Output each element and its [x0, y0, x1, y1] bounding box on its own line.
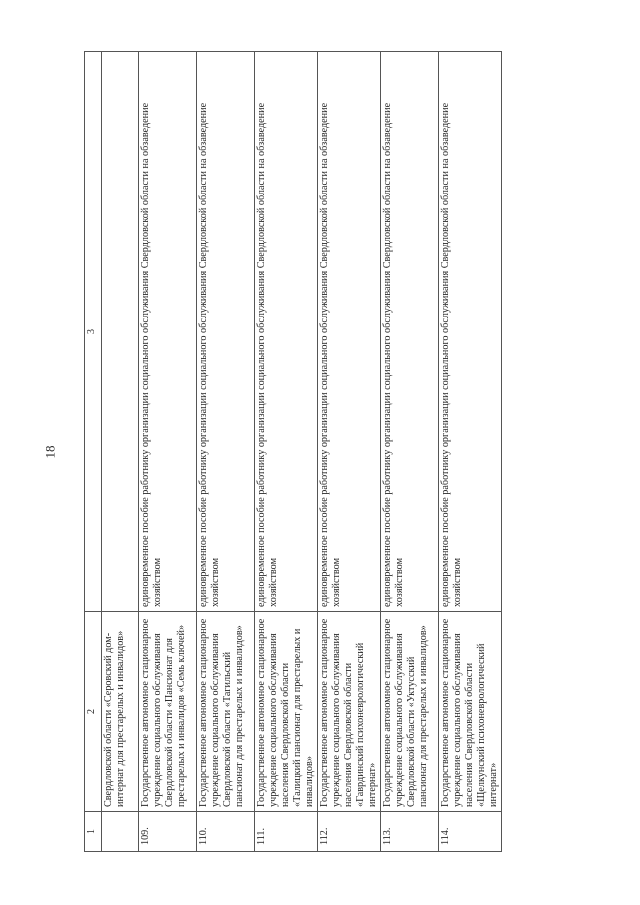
institution-name: Государственное автономное стационарное учреждение социального обслуживания Свердловской области «Уктусский пансионат для престарелых и инвалидов»: [381, 612, 439, 812]
benefit-description: единовременное пособие работнику организации социального обслуживания Свердловской области на обзаведение хозяйством: [318, 52, 381, 612]
rotated-table-container: [84, 52, 500, 852]
column-header-2: 2: [85, 612, 102, 812]
page-number: 18: [42, 445, 58, 459]
institution-name: Государственное автономное стационарное учреждение социального обслуживания Свердловской области «Пансионат для престарелых и инвалидов «Семь ключей»: [139, 612, 197, 812]
institution-name: Свердловской области «Серовский дом-интернат для престарелых и инвалидов»: [102, 612, 139, 812]
table-row: [318, 52, 381, 852]
row-number: 109.: [139, 812, 197, 852]
institution-name: Государственное автономное стационарное учреждение социального обслуживания населения Свердловской области «Гаврдинский психоневрологический интернат»: [318, 612, 381, 812]
row-number: [102, 812, 139, 852]
benefit-description: единовременное пособие работнику организации социального обслуживания Свердловской области на обзаведение хозяйством: [255, 52, 318, 612]
benefit-description: единовременное пособие работнику организации социального обслуживания Свердловской области на обзаведение хозяйством: [381, 52, 439, 612]
column-header-3: 3: [85, 52, 102, 612]
benefit-description: единовременное пособие работнику организации социального обслуживания Свердловской области на обзаведение хозяйством: [139, 52, 197, 612]
benefit-description: [102, 52, 139, 612]
table-row: [139, 52, 197, 852]
row-number: 113.: [381, 812, 439, 852]
institution-name: Государственное автономное стационарное учреждение социального обслуживания Свердловской области «Тагильский пансионат для престарелых и инвалидов»: [197, 612, 255, 812]
row-number: 114.: [439, 812, 502, 852]
row-number: 111.: [255, 812, 318, 852]
table-row: [255, 52, 318, 852]
row-number: 110.: [197, 812, 255, 852]
table-row-continuation: [102, 52, 139, 852]
column-header-1: 1: [85, 812, 102, 852]
row-number: 112.: [318, 812, 381, 852]
table-row: [381, 52, 439, 852]
benefit-description: единовременное пособие работнику организации социального обслуживания Свердловской области на обзаведение хозяйством: [197, 52, 255, 612]
institution-name: Государственное автономное стационарное учреждение социального обслуживания населения Свердловской области «Щелкунский психоневрологический интернат»: [439, 612, 502, 812]
table-row: [439, 52, 502, 852]
table-header-row: [85, 52, 102, 852]
table-row: [197, 52, 255, 852]
benefit-description: единовременное пособие работнику организации социального обслуживания Свердловской области на обзаведение хозяйством: [439, 52, 502, 612]
benefits-table: [84, 51, 502, 852]
institution-name: Государственное автономное стационарное учреждение социального обслуживания населения Свердловской области «Талицкий пансионат для престарелых и инвалидов»: [255, 612, 318, 812]
